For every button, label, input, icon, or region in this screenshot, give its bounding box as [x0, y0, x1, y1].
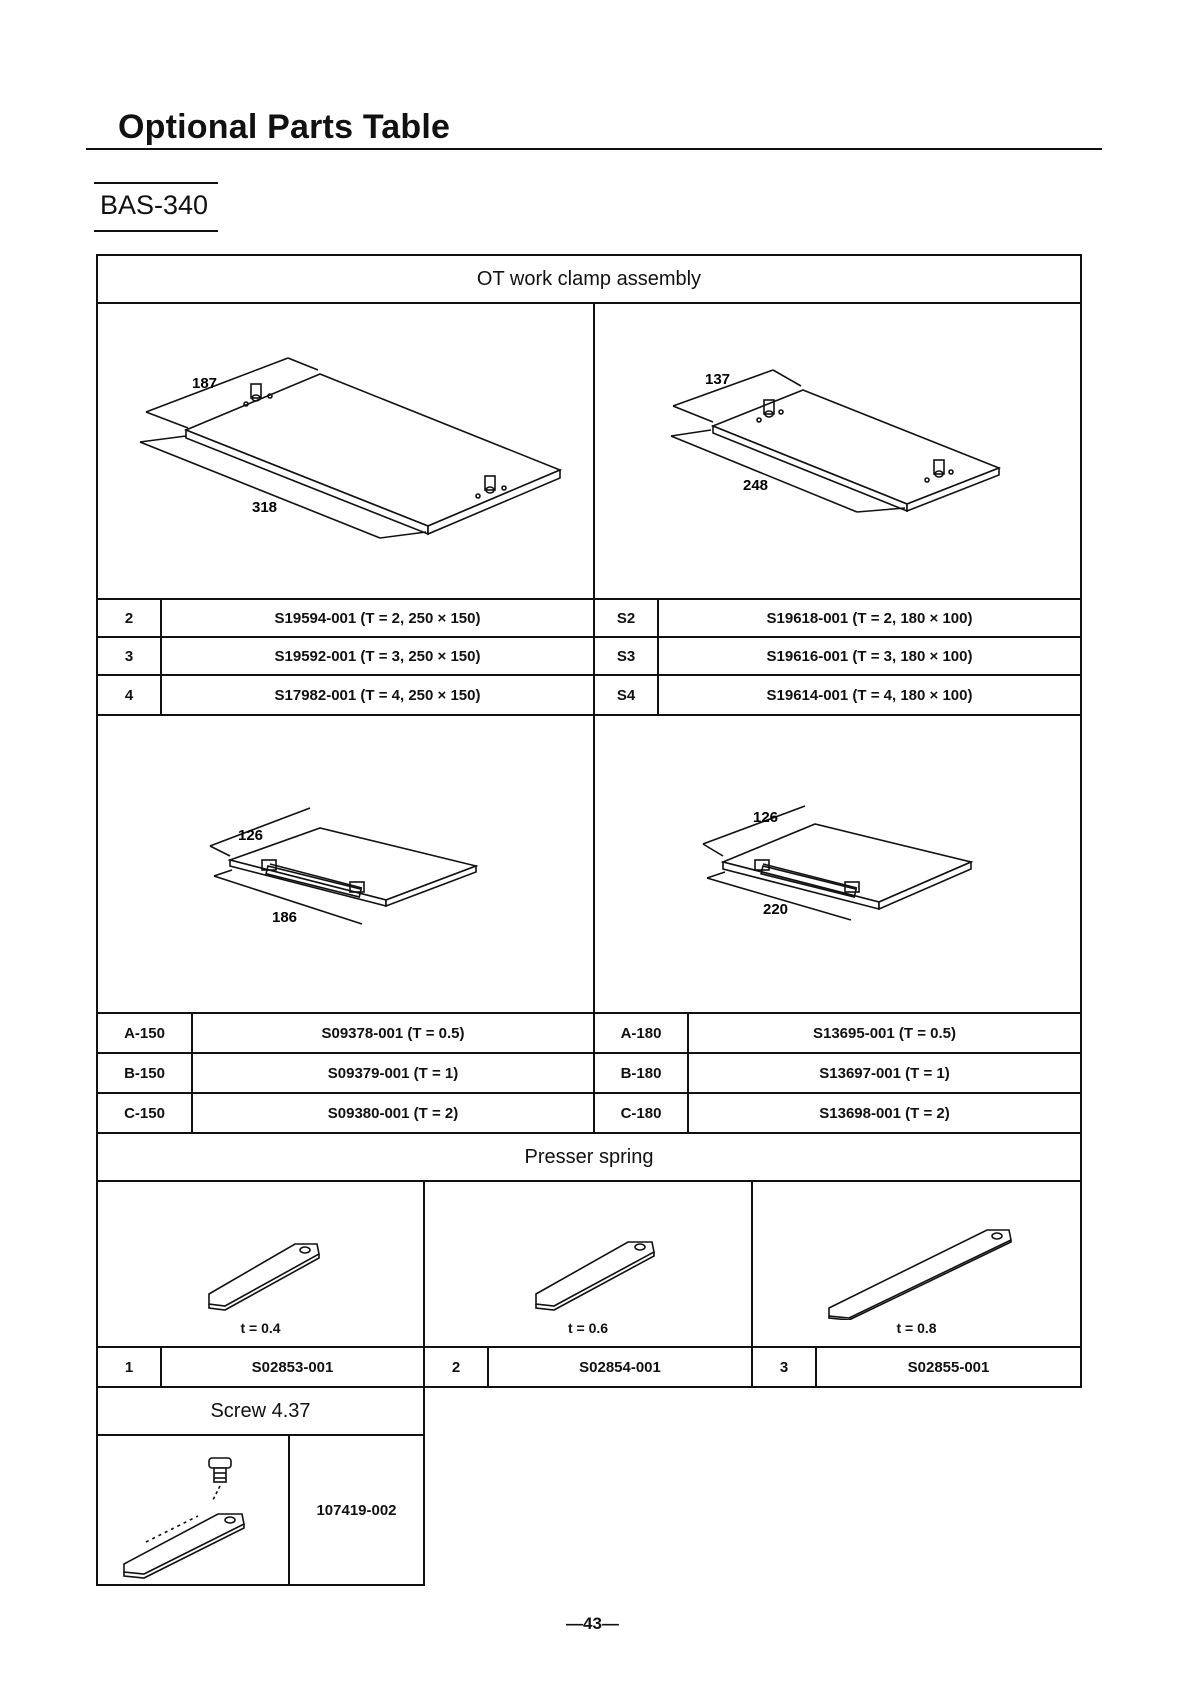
- model-name: BAS-340: [100, 190, 209, 220]
- spring-1-figure-cell: [96, 1180, 425, 1348]
- spring-1-thickness: t = 0.4: [240, 1320, 281, 1336]
- small-plate-figure-cell: [593, 302, 1082, 600]
- sheet-code-cell: A-150: [96, 1012, 193, 1054]
- screw-part-cell: 107419-002: [288, 1434, 425, 1586]
- sheet-code-cell: B-150: [96, 1052, 193, 1094]
- large-plate-illustration: [98, 304, 593, 598]
- clamp-code-cell: 4: [96, 674, 162, 716]
- presser-spring-header: Presser spring: [96, 1132, 1082, 1182]
- sheet-180-dim-width: 126: [753, 809, 779, 826]
- sheet-part-cell: S13697-001 (T = 1): [687, 1052, 1082, 1094]
- sheet-part-cell: S13698-001 (T = 2): [687, 1092, 1082, 1134]
- spring-3-thickness: t = 0.8: [896, 1320, 937, 1336]
- screw-figure-cell: [96, 1434, 290, 1586]
- spring-3-figure-cell: [751, 1180, 1082, 1348]
- sheet-150-dim-width: 126: [238, 827, 264, 844]
- clamp-part-cell: S19592-001 (T = 3, 250 × 150): [160, 636, 595, 676]
- spring-code-cell: 3: [751, 1346, 817, 1388]
- clamp-code-cell: S2: [593, 598, 659, 638]
- clamp-code-cell: 2: [96, 598, 162, 638]
- small-plate-illustration: [595, 304, 1080, 598]
- screw-header: Screw 4.37: [96, 1386, 425, 1436]
- clamp-code-cell: S3: [593, 636, 659, 676]
- spring-2-figure-cell: [423, 1180, 753, 1348]
- spring-part-cell: S02854-001: [487, 1346, 753, 1388]
- spring-part-cell: S02855-001: [815, 1346, 1082, 1388]
- screw-illustration: [98, 1436, 288, 1584]
- small-plate-dim-width: 137: [705, 371, 731, 388]
- large-plate-figure-cell: [96, 302, 595, 600]
- sheet-code-cell: C-150: [96, 1092, 193, 1134]
- spring-2-thickness: t = 0.6: [567, 1320, 609, 1336]
- clamp-code-cell: S4: [593, 674, 659, 716]
- clamp-part-cell: S17982-001 (T = 4, 250 × 150): [160, 674, 595, 716]
- spring-2-illustration: [428, 1196, 748, 1320]
- sheet-150-figure-cell: [96, 714, 595, 1014]
- large-plate-dim-length: 318: [252, 499, 278, 516]
- large-plate-dim-width: 187: [192, 375, 218, 392]
- sheet-180-dim-length: 220: [763, 901, 789, 918]
- spring-1-illustration: [101, 1196, 421, 1320]
- sheet-part-cell: S09378-001 (T = 0.5): [191, 1012, 595, 1054]
- sheet-part-cell: S09380-001 (T = 2): [191, 1092, 595, 1134]
- sheet-code-cell: A-180: [593, 1012, 689, 1054]
- sheet-code-cell: C-180: [593, 1092, 689, 1134]
- page-number: —43—: [566, 1614, 619, 1633]
- work-clamp-header: OT work clamp assembly: [96, 254, 1082, 304]
- sheet-180-illustration: [595, 716, 1080, 1012]
- sheet-part-cell: S09379-001 (T = 1): [191, 1052, 595, 1094]
- clamp-code-cell: 3: [96, 636, 162, 676]
- spring-part-cell: S02853-001: [160, 1346, 425, 1388]
- clamp-part-cell: S19616-001 (T = 3, 180 × 100): [657, 636, 1082, 676]
- clamp-part-cell: S19594-001 (T = 2, 250 × 150): [160, 598, 595, 638]
- page-title: Optional Parts Table: [118, 108, 451, 146]
- clamp-part-cell: S19618-001 (T = 2, 180 × 100): [657, 598, 1082, 638]
- small-plate-dim-length: 248: [743, 477, 769, 494]
- sheet-code-cell: B-180: [593, 1052, 689, 1094]
- sheet-150-illustration: [98, 716, 593, 1012]
- model-rule-bottom: [94, 230, 218, 232]
- sheet-part-cell: S13695-001 (T = 0.5): [687, 1012, 1082, 1054]
- model-rule-top: [94, 182, 218, 184]
- spring-3-illustration: [757, 1196, 1077, 1320]
- clamp-part-cell: S19614-001 (T = 4, 180 × 100): [657, 674, 1082, 716]
- sheet-150-dim-length: 186: [272, 909, 298, 926]
- spring-code-cell: 2: [423, 1346, 489, 1388]
- spring-code-cell: 1: [96, 1346, 162, 1388]
- sheet-180-figure-cell: [593, 714, 1082, 1014]
- title-underline: [86, 148, 1102, 150]
